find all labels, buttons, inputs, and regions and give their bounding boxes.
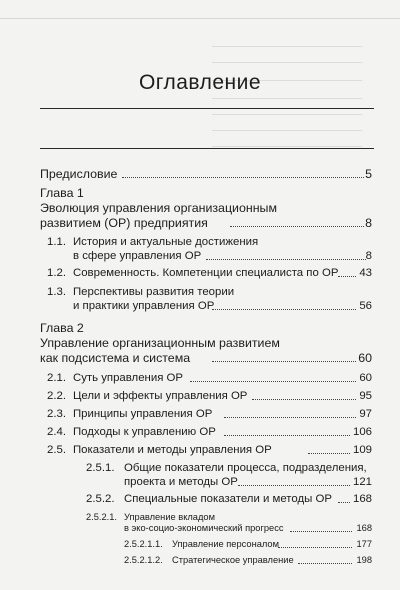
section-title-line: История и актуальные достижения (73, 236, 259, 248)
chapter-label: Глава 1 (40, 186, 84, 200)
dot-leader (252, 399, 356, 400)
dot-leader (338, 502, 350, 503)
section-title-line: в сфере управления ОР (73, 250, 202, 262)
dot-leader (238, 485, 350, 486)
chapter-title-line: Эволюция управления организационным (40, 201, 277, 215)
page-number: 168 (356, 523, 372, 533)
subsection-number: 2.5.1. (86, 462, 115, 474)
subsection-title-line: Общие показатели процесса, подразделения, (124, 462, 367, 474)
section-title-line: Современность. Компетенции специалиста по ОР (73, 267, 339, 279)
page-number: 5 (365, 167, 372, 181)
chapter-title-line: как подсистема и система (40, 351, 191, 365)
dot-leader (290, 531, 352, 532)
subsubsection-title-line: Управление вкладом (124, 512, 215, 522)
dot-leader (224, 417, 356, 418)
show-through-header (0, 4, 400, 19)
subsection-number: 2.5.2. (86, 493, 115, 505)
section-title-line: Цели и эффекты управления ОР (73, 390, 248, 402)
page-number: 60 (359, 372, 372, 384)
section-title-line: Подходы к управлению ОР (73, 426, 216, 438)
dot-leader (338, 276, 356, 277)
title-rule (40, 108, 374, 109)
page-number: 168 (352, 493, 372, 505)
section-title-line: Принципы управления ОР (73, 408, 213, 420)
subsubsection-title-line: Управление персоналом (172, 539, 279, 549)
dot-leader (212, 361, 356, 362)
page-number: 8 (365, 250, 372, 262)
dot-leader (122, 177, 364, 178)
section-title-line: Суть управления ОР (73, 372, 183, 384)
subsubsection-title-line: Стратегическое управление (172, 555, 294, 565)
page-number: 56 (359, 300, 372, 312)
subsubsection-title-line: в эко-социо-экономический прогресс (124, 523, 284, 533)
chapter-title-line: Управление организационным развитием (40, 336, 280, 350)
dot-leader (206, 259, 366, 260)
dot-leader (278, 547, 352, 548)
page-number: 109 (352, 444, 372, 456)
subsubsection-number: 2.5.2.1.2. (124, 555, 163, 565)
chapter-title-line: развитием (ОР) предприятия (40, 216, 208, 230)
dot-leader (230, 226, 364, 227)
page-number: 95 (359, 390, 372, 402)
subsection-title-line: проекта и методы ОР (124, 476, 238, 488)
section-number: 1.2. (47, 267, 66, 279)
section-number: 2.3. (47, 408, 66, 420)
dot-leader (190, 381, 356, 382)
dot-leader (298, 563, 352, 564)
subsubsection-number: 2.5.2.1.1. (124, 539, 163, 549)
page-number: 60 (358, 351, 372, 365)
title-rule-lower (40, 148, 374, 149)
section-number: 2.1. (47, 372, 66, 384)
section-number: 2.2. (47, 390, 66, 402)
chapter-label: Глава 2 (40, 321, 84, 335)
page-number: 177 (356, 539, 372, 549)
subsubsection-number: 2.5.2.1. (86, 512, 118, 522)
section-number: 1.3. (47, 286, 66, 298)
section-number: 1.1. (47, 236, 66, 248)
section-title-line: и практики управления ОР (73, 300, 215, 312)
section-number: 2.5. (47, 444, 66, 456)
dot-leader (212, 309, 356, 310)
page-number: 97 (359, 408, 372, 420)
dot-leader (308, 453, 350, 454)
section-number: 2.4. (47, 426, 66, 438)
page-number: 198 (356, 555, 372, 565)
page-title: Оглавление (138, 71, 262, 94)
section-title-line: Перспективы развития теории (73, 286, 235, 298)
dot-leader (224, 435, 350, 436)
section-title-line: Показатели и методы управления ОР (73, 444, 272, 456)
page-number: 43 (359, 267, 372, 279)
entry-label: Предисловие (40, 167, 118, 181)
page-number: 8 (365, 216, 372, 230)
page-number: 106 (352, 426, 372, 438)
subsection-title-line: Специальные показатели и методы ОР (124, 493, 332, 505)
page-number: 121 (352, 476, 372, 488)
